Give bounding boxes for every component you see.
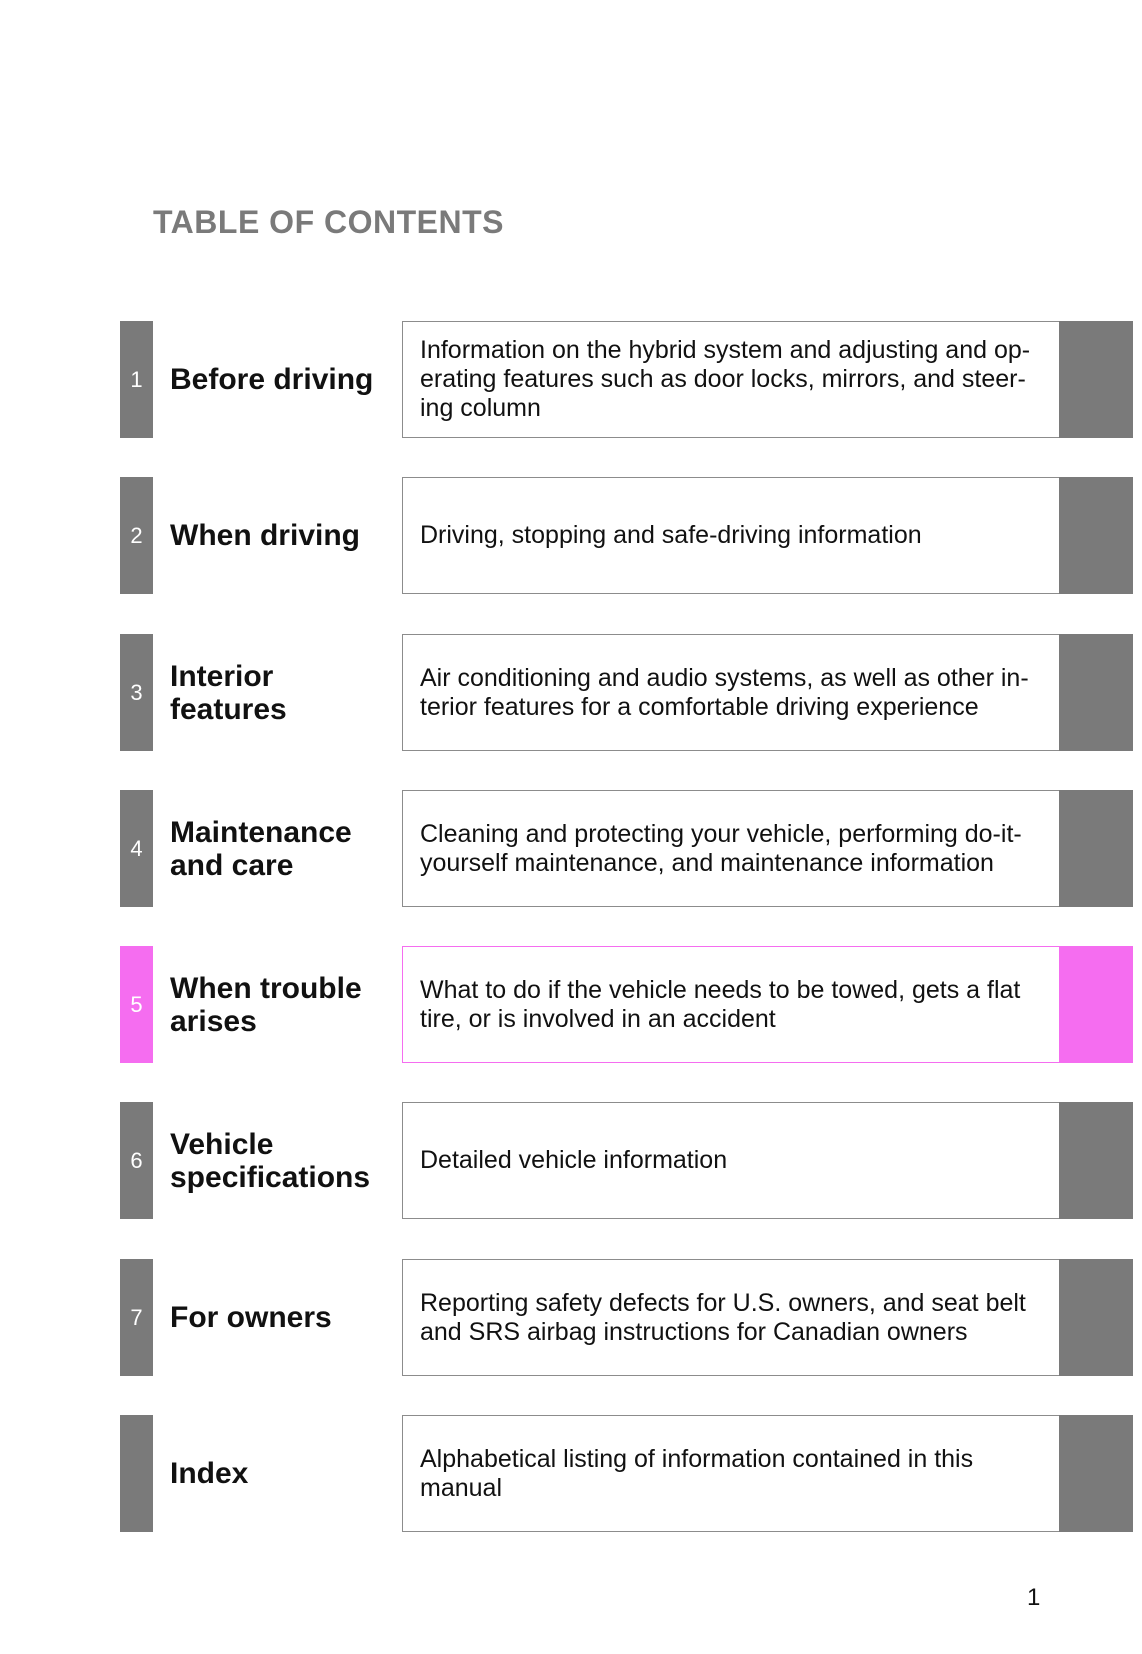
page-title: TABLE OF CONTENTS [153, 204, 504, 240]
chapter-title[interactable]: Before driving [170, 363, 374, 396]
chapter-description-box [402, 477, 1059, 594]
chapter-description: Air conditioning and audio systems, as well as other in- terior features for a comfortable driving experience [420, 663, 1029, 721]
chapter-description-box [402, 1259, 1059, 1376]
toc-row-interior-features[interactable] [0, 634, 1142, 751]
chapter-number-tab[interactable]: 6 [120, 1102, 153, 1219]
chapter-description-box [402, 946, 1059, 1063]
chapter-number-tab[interactable]: 1 [120, 321, 153, 438]
thumb-index-tab[interactable] [1059, 1102, 1133, 1219]
chapter-number-tab[interactable]: 5 [120, 946, 153, 1063]
thumb-index-tab[interactable] [1059, 477, 1133, 594]
chapter-number-tab[interactable]: 2 [120, 477, 153, 594]
chapter-description: Alphabetical listing of information contained in this manual [420, 1444, 974, 1502]
page-number: 1 [1027, 1584, 1041, 1611]
chapter-title[interactable]: Interior features [170, 659, 287, 726]
chapter-title[interactable]: Vehicle specifications [170, 1127, 371, 1194]
toc-row-when-driving[interactable] [0, 477, 1142, 594]
chapter-title[interactable]: When trouble arises [170, 971, 362, 1038]
chapter-description-box [402, 790, 1059, 907]
toc-row-for-owners[interactable] [0, 1259, 1142, 1376]
thumb-index-tab[interactable] [1059, 1259, 1133, 1376]
toc-row-index[interactable] [0, 1415, 1142, 1532]
chapter-number-tab[interactable]: 7 [120, 1259, 153, 1376]
chapter-description: What to do if the vehicle needs to be towed, gets a flat tire, or is involved in an accident [420, 975, 1021, 1033]
chapter-title[interactable]: When driving [170, 519, 360, 552]
chapter-description-box [402, 321, 1059, 438]
chapter-title[interactable]: Index [170, 1457, 249, 1490]
chapter-description-box [402, 634, 1059, 751]
chapter-number-tab[interactable]: 3 [120, 634, 153, 751]
chapter-description: Information on the hybrid system and adjusting and op- erating features such as door locks, mirrors, and steer- ing column [420, 336, 1031, 422]
chapter-description: Driving, stopping and safe-driving information [420, 521, 922, 549]
toc-row-maintenance-and-care[interactable] [0, 790, 1142, 907]
chapter-description-box [402, 1415, 1059, 1532]
thumb-index-tab[interactable] [1059, 946, 1133, 1063]
thumb-index-tab[interactable] [1059, 321, 1133, 438]
chapter-description-box [402, 1102, 1059, 1219]
toc-row-vehicle-specifications[interactable] [0, 1102, 1142, 1219]
toc-row-before-driving[interactable] [0, 321, 1142, 438]
toc-row-when-trouble-arises[interactable] [0, 946, 1142, 1063]
chapter-number-tab[interactable] [120, 1415, 153, 1532]
chapter-description: Cleaning and protecting your vehicle, performing do-it- yourself maintenance, and maintenance information [420, 819, 1022, 877]
thumb-index-tab[interactable] [1059, 790, 1133, 907]
thumb-index-tab[interactable] [1059, 634, 1133, 751]
chapter-title[interactable]: For owners [170, 1301, 332, 1334]
thumb-index-tab[interactable] [1059, 1415, 1133, 1532]
chapter-number-tab[interactable]: 4 [120, 790, 153, 907]
chapter-description: Detailed vehicle information [420, 1146, 728, 1174]
chapter-description: Reporting safety defects for U.S. owners, and seat belt and SRS airbag instructions for Canadian owners [420, 1288, 1026, 1346]
chapter-title[interactable]: Maintenance and care [170, 815, 352, 882]
